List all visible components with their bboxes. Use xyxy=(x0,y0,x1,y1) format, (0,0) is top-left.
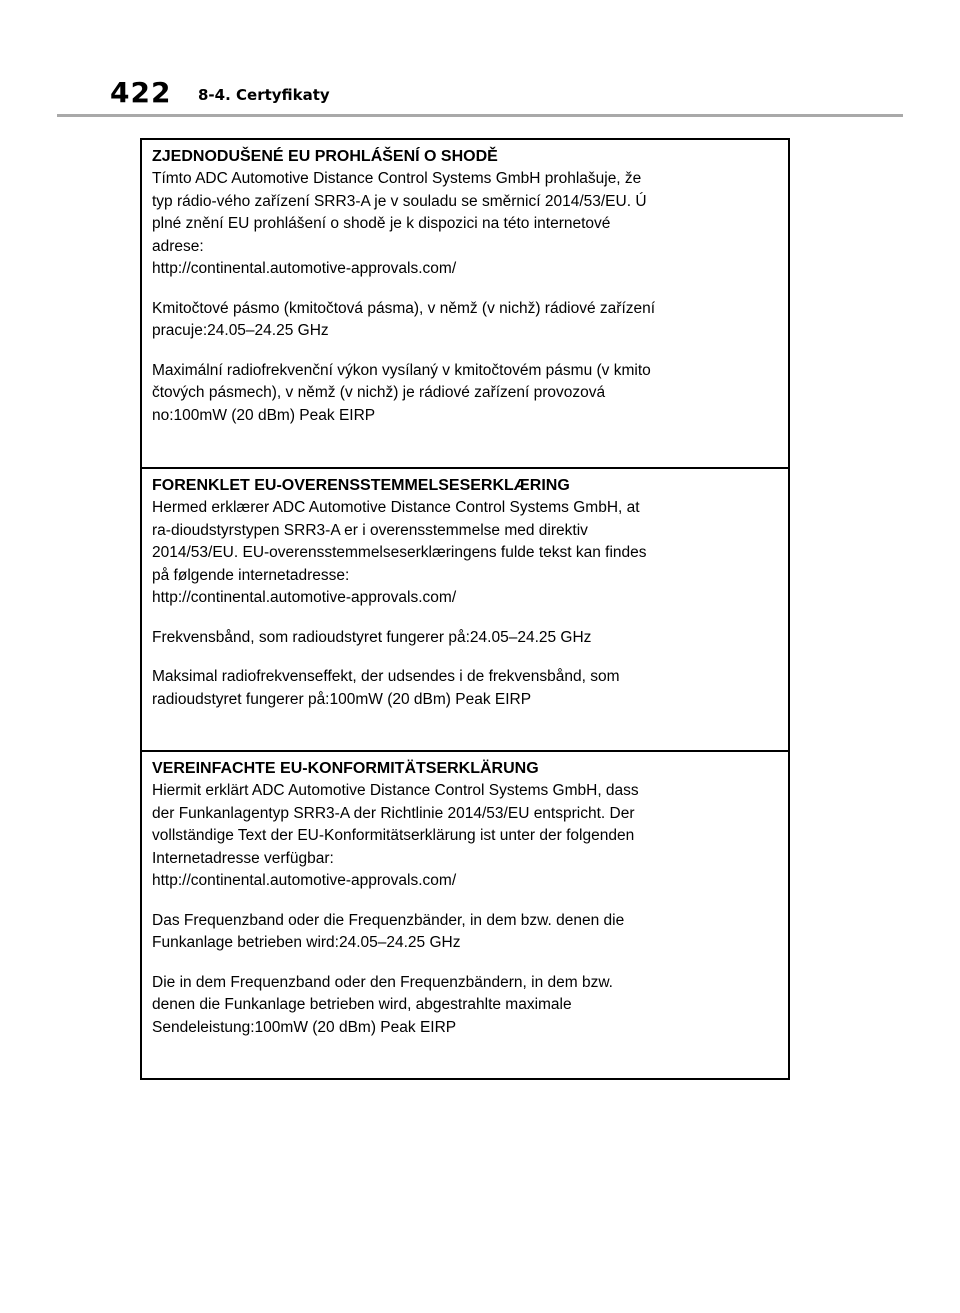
declaration-text: Hermed erklærer ADC Automotive Distance Control Systems GmbH, at ra-dioudstyrstypen SRR3-A er i overensstemmelse med direktiv 2014/53/EU. EU-overensstemmelseserklæringens fulde tekst kan findes på følgende internetadresse: http://continental.automotive-approvals.com/ xyxy=(152,499,647,606)
header-divider xyxy=(57,114,903,117)
frequency-text: Das Frequenzband oder die Frequenzbänder, in dem bzw. denen die Funkanlage betrieben wird:24.05–24.25 GHz xyxy=(152,911,625,951)
block-title: ZJEDNODUŠENÉ EU PROHLÁŠENÍ O SHODĚ xyxy=(152,148,498,165)
frequency-text: Frekvensbånd, som radioudstyret fungerer på:24.05–24.25 GHz xyxy=(152,628,592,646)
declaration-block-german xyxy=(142,750,788,1078)
declaration-block-czech xyxy=(142,140,788,467)
power-text: Maksimal radiofrekvenseffekt, der udsendes i de frekvensbånd, som radioudstyret fungerer på:100mW (20 dBm) Peak EIRP xyxy=(152,668,620,708)
block-title: VEREINFACHTE EU-KONFORMITÄTSERKLÄRUNG xyxy=(152,760,539,777)
frequency-text: Kmitočtové pásmo (kmitočtová pásma), v němž (v nichž) rádiové zařízení pracuje:24.05–24.25 GHz xyxy=(152,299,656,339)
declaration-text: Hiermit erklärt ADC Automotive Distance Control Systems GmbH, dass der Funkanlagentyp SRR3-A der Richtlinie 2014/53/EU entspricht. Der vollständige Text der EU-Konformitätserklärung ist unter der folgenden Internetadresse verfügbar: http://continental.automotive-approvals.com/ xyxy=(152,782,639,889)
power-text: Die in dem Frequenzband oder den Frequenzbändern, in dem bzw. denen die Funkanlage betrieben wird, abgestrahlte maximale Sendeleistung:100mW (20 dBm) Peak EIRP xyxy=(152,973,613,1036)
section-title: 8-4. Certyfikaty xyxy=(198,86,330,104)
page-number: 422 xyxy=(110,76,172,109)
declaration-box xyxy=(140,138,790,1080)
power-text: Maximální radiofrekvenční výkon vysílaný v kmitočtovém pásmu (v kmito čtových pásmech), v němž (v nichž) je rádiové zařízení provozová no:100mW (20 dBm) Peak EIRP xyxy=(152,361,651,424)
block-title: FORENKLET EU-OVERENSSTEMMELSESERKLÆRING xyxy=(152,477,570,494)
declaration-text: Tímto ADC Automotive Distance Control Systems GmbH prohlašuje, že typ rádio-vého zařízení SRR3-A je v souladu se směrnicí 2014/53/EU. Ú plné znění EU prohlášení o shodě je k dispozici na této internetové adrese: http://continental.automotive-approvals.com/ xyxy=(152,170,647,277)
declaration-block-danish xyxy=(142,467,788,750)
